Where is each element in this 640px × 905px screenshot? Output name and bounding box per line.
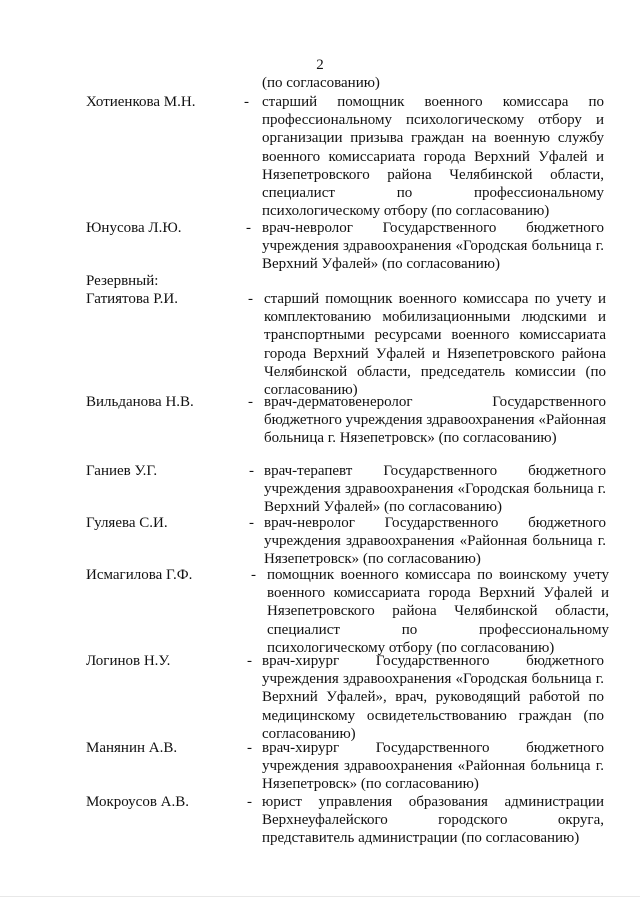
member-description: врач-невролог Государственного бюджетного учреждения здравоохранения «Городская больница г. Верхний Уфалей» (по согласованию) — [262, 220, 604, 273]
reserve-section-label: Резервный: — [86, 273, 159, 289]
member-name: Ганиев У.Г. — [86, 463, 158, 479]
entry-dash: - — [249, 463, 254, 479]
member-name: Исмагилова Г.Ф. — [86, 567, 193, 583]
member-name: Гатиятова Р.И. — [86, 291, 178, 307]
member-description: старший помощник военного комиссара по профессиональному психологическому отбору и организации призыва граждан на военную службу военного комиссариата города Верхний Уфалей и Нязепетровского района Челябинской области, специалист по профессиональному психологическому отбору (по согласованию) — [262, 94, 604, 220]
member-description: юрист управления образования администрации Верхнеуфалейского городского округа, представитель администрации (по согласованию) — [262, 794, 604, 847]
entry-dash: - — [247, 740, 252, 756]
entry-dash: - — [248, 291, 253, 307]
member-name: Гуляева С.И. — [86, 515, 168, 531]
entry-dash: - — [249, 515, 254, 531]
member-description: врач-хирург Государственного бюджетного учреждения здравоохранения «Районная больница г. Нязепетровск» (по согласованию) — [262, 740, 604, 793]
member-name: Юнусова Л.Ю. — [86, 220, 182, 236]
entry-dash: - — [247, 794, 252, 810]
member-description: помощник военного комиссара по воинскому учету военного комиссариата города Верхний Уфалей и Нязепетровского района Челябинской области, специалист по профессиональному психологическому отбору (по согласованию) — [267, 567, 609, 656]
entry-dash: - — [248, 394, 253, 410]
member-name: Мокроусов А.В. — [86, 794, 190, 810]
member-description: врач-невролог Государственного бюджетного учреждения здравоохранения «Районная больница г. Нязепетровск» (по согласованию) — [264, 515, 606, 568]
carry-over-text: (по согласованию) — [262, 75, 380, 91]
page-number: 2 — [316, 57, 324, 73]
member-description: врач-дерматовенеролог Государственного бюджетного учреждения здравоохранения «Районная больница г. Нязепетровск» (по согласованию) — [264, 394, 606, 447]
member-description: врач-хирург Государственного бюджетного учреждения здравоохранения «Городская больница г. Верхний Уфалей», врач, руководящий работой по медицинскому освидетельствованию граждан (по согласованию) — [262, 653, 604, 742]
member-name: Хотиенкова М.Н. — [86, 94, 196, 110]
member-name: Манянин А.В. — [86, 740, 178, 756]
member-description: старший помощник военного комиссара по учету и комплектованию мобилизационными людскими и транспортными ресурсами военного комиссариата города Верхний Уфалей и Нязепетровского района Челябинской области, председатель комиссии (по согласованию) — [264, 291, 606, 399]
member-name: Вильданова Н.В. — [86, 394, 194, 410]
entry-dash: - — [244, 94, 249, 110]
member-description: врач-терапевт Государственного бюджетного учреждения здравоохранения «Городская больница г. Верхний Уфалей» (по согласованию) — [264, 463, 606, 516]
entry-dash: - — [251, 567, 256, 583]
member-name: Логинов Н.У. — [86, 653, 171, 669]
page-bottom-rule — [0, 896, 640, 897]
entry-dash: - — [246, 220, 251, 236]
entry-dash: - — [247, 653, 252, 669]
